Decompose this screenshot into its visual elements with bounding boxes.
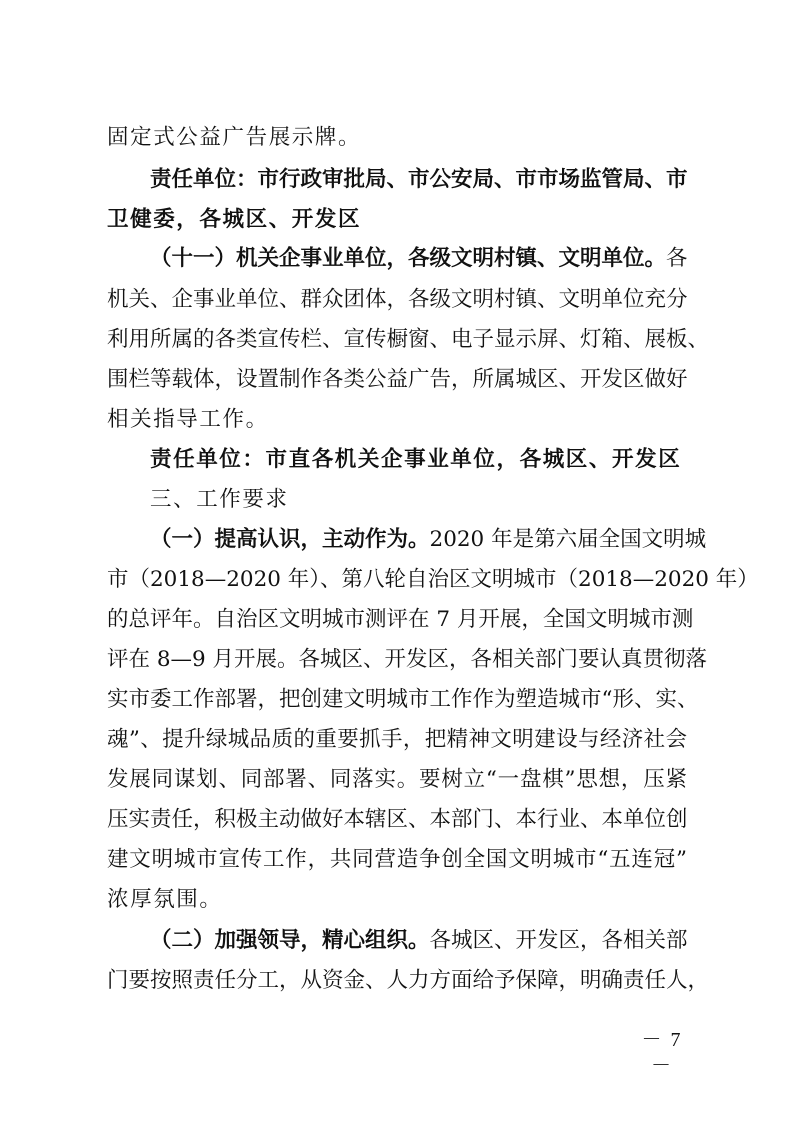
page-number: － 7 － [641,1029,683,1077]
body-line-12: 市（2018—2020 年）、第八轮自治区文明城市（2018—2020 年） [107,567,759,592]
body-line-1: 固定式公益广告展示牌。 [107,125,362,150]
requirement-2-first-line [150,926,687,956]
body-line-15: 实市委工作部署，把创建文明城市工作作为塑造城市“形、实、 [107,687,699,712]
section-11-text-start: 各 [666,246,688,271]
requirement-1-first-line [150,525,707,555]
body-line-20: 浓厚氛围。 [107,887,223,912]
section-3-heading: 三、工作要求 [150,487,289,512]
body-line-7: 围栏等载体，设置制作各类公益广告，所属城区、开发区做好 [107,367,688,392]
responsible-units-line-2: 责任单位：市直各机关企事业单位，各城区、开发区 [150,447,682,472]
responsible-units-line-1: 责任单位：市行政审批局、市公安局、市市场监管局、市 [150,167,688,192]
section-11-first-line [150,244,687,274]
body-line-5: 机关、企事业单位、群众团体，各级文明村镇、文明单位充分 [107,287,688,312]
body-line-22: 门要按照责任分工，从资金、人力方面给予保障，明确责任人， [107,968,710,993]
responsible-units-line-1-cont: 卫健委，各城区、开发区 [107,207,362,232]
body-line-13: 的总评年。自治区文明城市测评在 7 月开展，全国文明城市测 [107,607,694,632]
requirement-2-text-start: 各城区、开发区，各相关部 [429,928,688,953]
requirement-1-text-start: 2020 年是第六届全国文明城 [429,527,707,552]
body-line-14: 评在 8—9 月开展。各城区、开发区，各相关部门要认真贯彻落 [107,647,708,672]
body-line-18: 压实责任，积极主动做好本辖区、本部门、本行业、本单位创 [107,807,688,832]
body-line-16: 魂”、提升绿城品质的重要抓手，把精神文明建设与经济社会 [107,727,687,752]
body-line-6: 利用所属的各类宣传栏、宣传橱窗、电子显示屏、灯箱、展板、 [107,327,710,352]
section-11-heading: （十一）机关企事业单位，各级文明村镇、文明单位。 [150,246,667,271]
requirement-1-heading: （一）提高认识，主动作为。 [150,527,430,552]
body-line-8: 相关指导工作。 [107,407,269,432]
requirement-2-heading: （二）加强领导，精心组织。 [150,928,430,953]
body-line-17: 发展同谋划、同部署、同落实。要树立“一盘棋”思想，压紧 [107,767,687,792]
body-line-19: 建文明城市宣传工作，共同营造争创全国文明城市“五连冠” [107,847,687,872]
